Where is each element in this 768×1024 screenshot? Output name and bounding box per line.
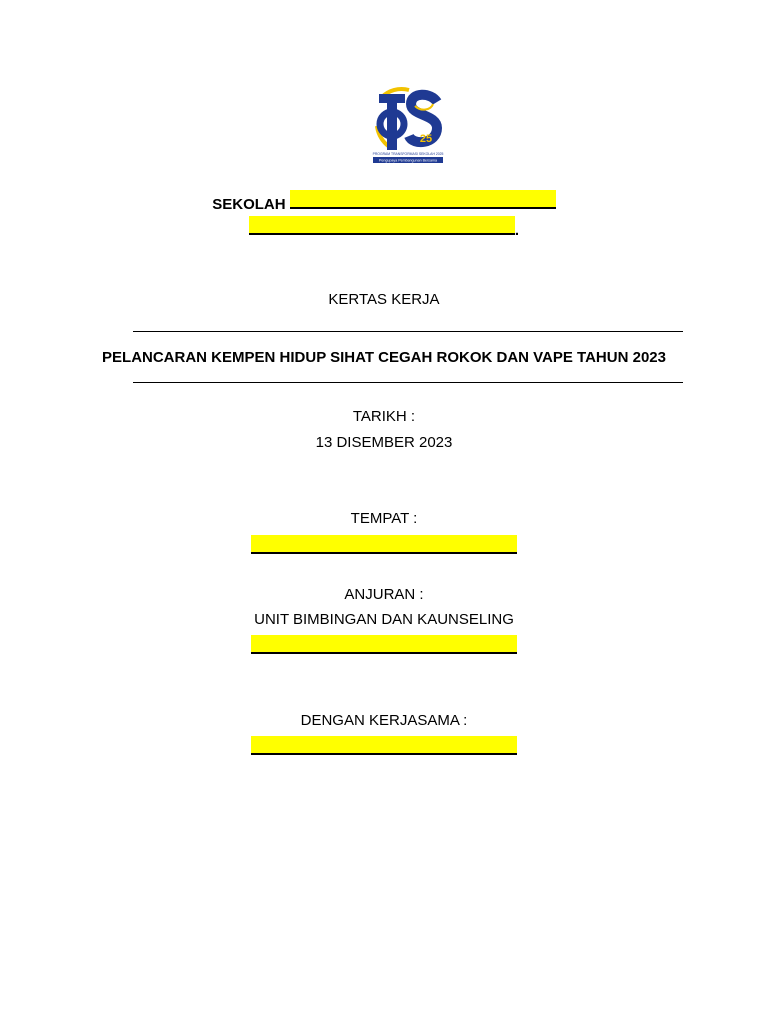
document-title: PELANCARAN KEMPEN HIDUP SIHAT CEGAH ROKOK DAN VAPE TAHUN 2023 (102, 349, 666, 366)
school-line-end: . (514, 222, 520, 239)
logo-numeral: 25 (419, 133, 433, 145)
school-name-blank-2[interactable] (249, 216, 515, 235)
organizer-line (0, 635, 768, 658)
venue-label: TEMPAT : (350, 510, 418, 527)
collaboration-blank[interactable] (251, 736, 517, 755)
document-type: KERTAS KERJA (328, 291, 440, 308)
date-value: 13 DISEMBER 2023 (315, 434, 453, 451)
school-transformation-logo (371, 86, 445, 164)
school-line-2 (0, 216, 768, 239)
logo-caption-line1: PROGRAM TRANSFORMASI SEKOLAH 2025 (372, 152, 444, 156)
school-label: SEKOLAH (212, 196, 286, 213)
venue-blank[interactable] (251, 535, 517, 554)
title-rule-top (133, 331, 683, 332)
school-line (0, 190, 768, 213)
collaboration-label: DENGAN KERJASAMA : (300, 712, 468, 729)
school-name-blank[interactable] (290, 190, 556, 209)
organizer-label: ANJURAN : (344, 586, 424, 603)
venue-line (0, 535, 768, 558)
collaboration-line (0, 736, 768, 759)
title-rule-bottom (133, 382, 683, 383)
organizer-value: UNIT BIMBINGAN DAN KAUNSELING (254, 611, 514, 628)
date-label: TARIKH : (352, 408, 416, 425)
logo-caption-line2: Pengupaya Pembangunan Bersama (379, 158, 437, 163)
organizer-blank[interactable] (251, 635, 517, 654)
